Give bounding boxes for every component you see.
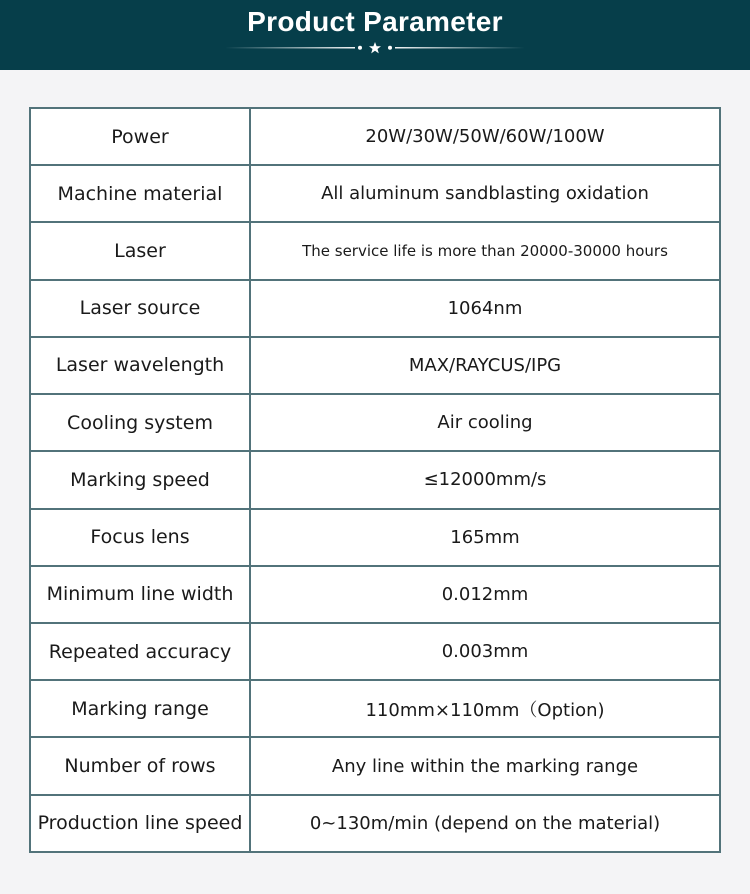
- row-value: 1064nm: [250, 280, 720, 337]
- row-value: Any line within the marking range: [250, 737, 720, 794]
- row-label: Number of rows: [30, 737, 250, 794]
- row-value: 110mm×110mm（Option): [250, 680, 720, 737]
- row-value: Air cooling: [250, 394, 720, 451]
- row-label: Cooling system: [30, 394, 250, 451]
- row-label: Laser wavelength: [30, 337, 250, 394]
- title-ornament: [0, 41, 750, 55]
- row-label: Laser: [30, 222, 250, 279]
- row-label: Repeated accuracy: [30, 623, 250, 680]
- table-row: [30, 566, 720, 623]
- row-value: MAX/RAYCUS/IPG: [250, 337, 720, 394]
- row-label: Laser source: [30, 280, 250, 337]
- header-banner: [0, 0, 750, 70]
- row-value: 0.012mm: [250, 566, 720, 623]
- table-row: [30, 737, 720, 794]
- row-label: Machine material: [30, 165, 250, 222]
- row-label: Focus lens: [30, 509, 250, 566]
- table-row: [30, 795, 720, 852]
- spec-table: [29, 107, 721, 853]
- row-value: ≤12000mm/s: [250, 451, 720, 508]
- table-row: [30, 680, 720, 737]
- row-label: Minimum line width: [30, 566, 250, 623]
- page-title: Product Parameter: [247, 6, 503, 37]
- table-row: [30, 509, 720, 566]
- row-value: 0.003mm: [250, 623, 720, 680]
- row-value: All aluminum sandblasting oxidation: [250, 165, 720, 222]
- row-value: The service life is more than 20000-30000 hours: [250, 222, 720, 279]
- table-row: [30, 623, 720, 680]
- row-value: 20W/30W/50W/60W/100W: [250, 108, 720, 165]
- row-label: Power: [30, 108, 250, 165]
- table-row: [30, 451, 720, 508]
- table-row: [30, 108, 720, 165]
- star-icon: [369, 42, 381, 53]
- row-label: Marking range: [30, 680, 250, 737]
- row-label: Marking speed: [30, 451, 250, 508]
- table-row: [30, 394, 720, 451]
- table-row: [30, 337, 720, 394]
- row-value: 165mm: [250, 509, 720, 566]
- table-row: [30, 165, 720, 222]
- row-label: Production line speed: [30, 795, 250, 852]
- table-row: [30, 222, 720, 279]
- table-row: [30, 280, 720, 337]
- row-value: 0~130m/min (depend on the material): [250, 795, 720, 852]
